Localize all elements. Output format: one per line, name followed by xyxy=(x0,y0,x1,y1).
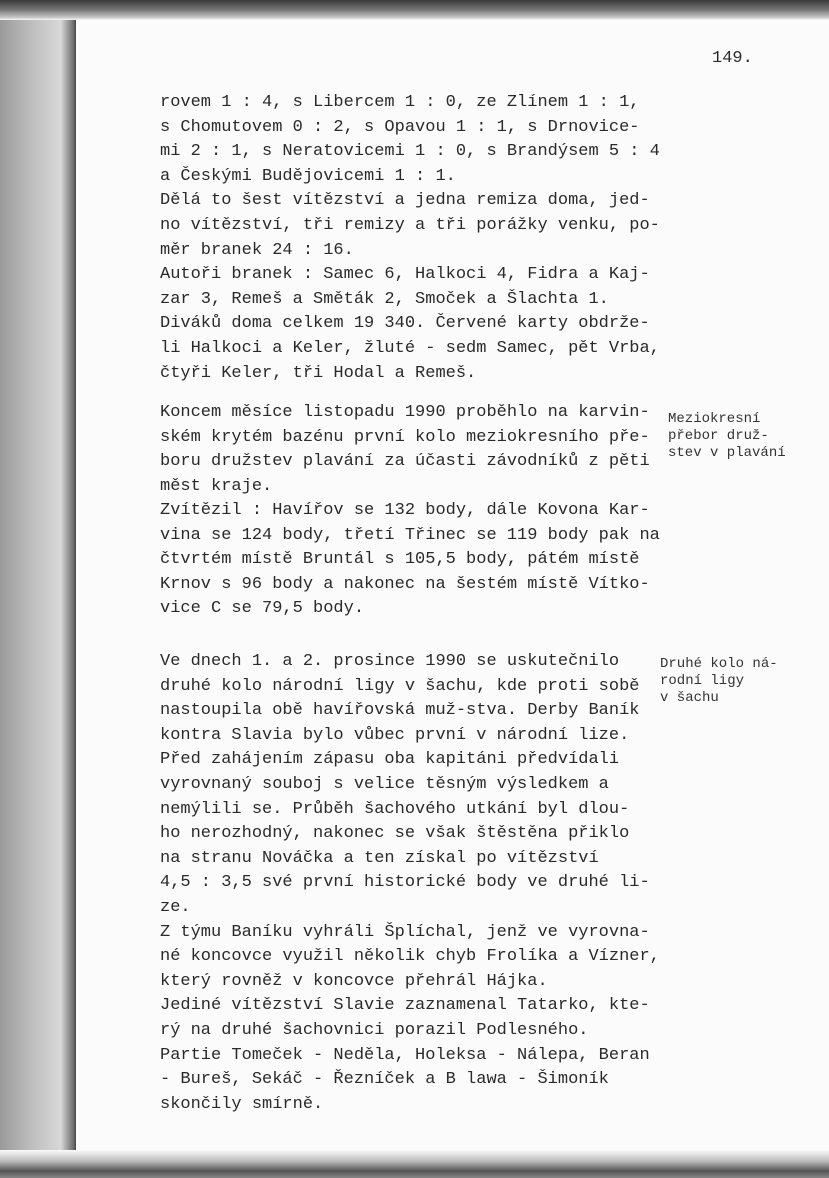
text-line: nastoupila obě havířovská muž-stva. Derby Baník xyxy=(160,701,640,721)
text-line: 4,5 : 3,5 své první historické body ve druhé li- xyxy=(160,873,650,893)
text-line: Autoři branek : Samec 6, Halkoci 4, Fidra a Kaj- xyxy=(160,265,650,285)
text-line: li Halkoci a Keler, žluté - sedm Samec, pět Vrba, xyxy=(160,339,660,358)
text-line: na stranu Nováčka a ten získal po vítězství xyxy=(160,848,599,868)
text-line: rý na druhé šachovnici porazil Podlesného. xyxy=(160,1021,589,1040)
text-line: druhé kolo národní ligy v šachu, kde proti sobě xyxy=(160,676,640,696)
text-line: Ve dnech 1. a 2. prosince 1990 se uskutečnilo xyxy=(160,652,620,671)
text-line: vyrovnaný souboj s velice těsným výsledkem a xyxy=(160,775,609,794)
text-line: Diváků doma celkem 19 340. Červené karty obdrže- xyxy=(160,314,650,334)
margin-note-line: rodní ligy xyxy=(660,673,745,689)
text-line: Jediné vítězství Slavie zaznamenal Tatarko, kte- xyxy=(160,996,650,1016)
text-line: a Českými Budějovicemi 1 : 1. xyxy=(160,166,456,186)
text-line: měr branek 24 : 16. xyxy=(160,240,354,260)
text-line: nemýlili se. Průběh šachového utkání byl dlou- xyxy=(160,799,630,819)
text-line: s Chomutovem 0 : 2, s Opavou 1 : 1, s Drnovice- xyxy=(160,117,640,137)
scan-top-edge xyxy=(0,0,829,20)
text-line: kontra Slavia bylo vůbec první v národní lize. xyxy=(160,725,630,745)
margin-note-line: přebor druž- xyxy=(668,428,769,444)
text-line: ském krytém bazénu první kolo meziokresního pře- xyxy=(160,427,650,447)
text-line: Z týmu Baníku vyhráli Šplíchal, jenž ve vyrovna- xyxy=(160,922,650,942)
text-line: Dělá to šest vítězství a jedna remiza doma, jed- xyxy=(160,191,650,211)
page-number: 149. xyxy=(712,49,753,68)
text-line: čtyři Keler, tři Hodal a Remeš. xyxy=(160,363,477,383)
text-line: vina se 124 body, třetí Třinec se 119 body pak na xyxy=(160,525,660,545)
text-line: mi 2 : 1, s Neratovicemi 1 : 0, s Brandýsem 5 : 4 xyxy=(160,142,660,162)
text-line: čtvrtém místě Bruntál s 105,5 body, pátém místě xyxy=(160,550,640,569)
text-line: Zvítězil : Havířov se 132 body, dále Kovona Kar- xyxy=(160,501,650,520)
text-line: skončily smírně. xyxy=(160,1094,324,1114)
text-line: Partie Tomeček - Neděla, Holeksa - Nálepa, Beran xyxy=(160,1045,650,1065)
text-line: ho nerozhodný, nakonec se však štěstěna přiklo xyxy=(160,824,630,844)
text-line: no vítězství, tři remizy a tři porážky venku, po- xyxy=(160,216,660,235)
book-binding-shadow xyxy=(0,0,76,1178)
text-line: měst kraje. xyxy=(160,476,273,496)
text-line: né koncovce využil několik chyb Frolíka a Vízner, xyxy=(160,947,660,967)
text-line: ze. xyxy=(160,898,191,917)
text-line: Krnov s 96 body a nakonec na šestém místě Vítko- xyxy=(160,574,650,594)
margin-note-line: Meziokresní xyxy=(668,411,761,427)
text-line: Před zahájením zápasu oba kapitáni předvídali xyxy=(160,750,620,770)
text-line: vice C se 79,5 body. xyxy=(160,599,365,618)
text-line: - Bureš, Sekáč - Řezníček a B lawa - Šimoník xyxy=(160,1070,609,1090)
scan-bottom-edge xyxy=(0,1150,829,1178)
text-line: který rovněž v koncovce přehrál Hájka. xyxy=(160,971,548,991)
margin-note-line: v šachu xyxy=(660,690,719,706)
margin-note-line: Druhé kolo ná- xyxy=(660,656,778,672)
text-line: Koncem měsíce listopadu 1990 proběhlo na karvin- xyxy=(160,403,650,422)
text-line: boru družstev plavání za účasti závodníků z pěti xyxy=(160,452,650,471)
margin-note-line: stev v plavání xyxy=(668,445,786,461)
text-line: zar 3, Remeš a Směták 2, Smoček a Šlachta 1. xyxy=(160,289,609,309)
text-line: rovem 1 : 4, s Libercem 1 : 0, ze Zlínem 1 : 1, xyxy=(160,93,640,112)
